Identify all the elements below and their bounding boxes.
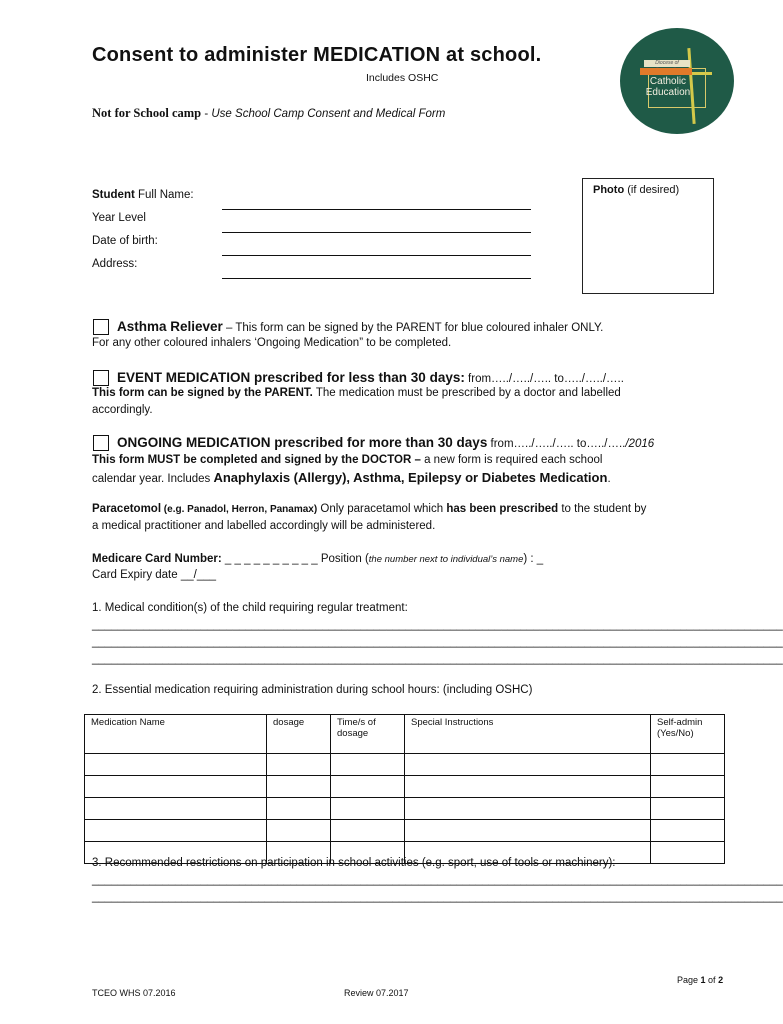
q1-answer-line-3[interactable]: ____________________________________________________________________________________________________________: [92, 653, 783, 665]
cell[interactable]: [651, 820, 725, 842]
not-for-sep: -: [201, 108, 212, 120]
address-label: Address:: [92, 258, 138, 270]
event-line: [117, 369, 624, 387]
ongoing-l2d: signed by the DOCTOR –: [284, 454, 421, 466]
ongoing-year: /2016: [625, 438, 655, 450]
page-total: 2: [718, 975, 724, 985]
medicare-line: [92, 553, 543, 565]
header-medication-name: Medication Name: [85, 715, 267, 754]
cell[interactable]: [267, 798, 331, 820]
cell[interactable]: [331, 754, 405, 776]
logo-line2: Education: [645, 87, 691, 98]
cell[interactable]: [651, 798, 725, 820]
cell[interactable]: [267, 776, 331, 798]
q3-answer-line-1[interactable]: ____________________________________________________________________________________________________________: [92, 874, 783, 886]
page-prefix: Page: [677, 975, 701, 985]
student-label-bold: Student: [92, 189, 135, 201]
student-label-rest: Full Name:: [134, 189, 194, 201]
cell[interactable]: [267, 820, 331, 842]
ongoing-line3: [92, 470, 611, 485]
event-line3: accordingly.: [92, 404, 153, 416]
table-row: [85, 798, 725, 820]
paracetamol-heading: Paracetomol: [92, 503, 162, 515]
footer-review: Review 07.2017: [344, 988, 409, 998]
medicare-label: Medicare Card Number:: [92, 553, 222, 565]
year-level-field[interactable]: [222, 232, 531, 233]
cell[interactable]: [85, 776, 267, 798]
ongoing-l2c: be completed and: [180, 454, 285, 466]
student-name-field[interactable]: [222, 209, 531, 210]
year-level-label: Year Level: [92, 212, 146, 224]
event-line2-bold: This form can be signed by the PARENT.: [92, 387, 313, 399]
address-field[interactable]: [222, 278, 531, 279]
cell[interactable]: [85, 798, 267, 820]
asthma-line: [117, 318, 603, 336]
event-dates: from…../…../….. to…../…../…..: [464, 373, 624, 385]
medicare-number-field[interactable]: _ _ _ _ _ _ _ _ _ _: [221, 553, 318, 565]
ongoing-heading: ONGOING MEDICATION prescribed for more than 30 days: [117, 435, 488, 450]
logo-diocese-banner: [644, 60, 690, 67]
paracetamol-tc: to the student by: [558, 503, 647, 515]
photo-box[interactable]: [582, 178, 714, 294]
page-number: [677, 975, 723, 985]
cell[interactable]: [651, 754, 725, 776]
medicare-position-field[interactable]: ) : _: [523, 553, 544, 565]
medicare-position-note: the number next to individual’s name: [368, 554, 524, 565]
ongoing-l2a: This form: [92, 454, 148, 466]
logo-diocese-text: Diocese of: [655, 60, 679, 66]
cell[interactable]: [331, 820, 405, 842]
table-row: [85, 776, 725, 798]
cell[interactable]: [405, 820, 651, 842]
photo-label: [593, 184, 679, 196]
photo-label-rest: (if desired): [624, 184, 680, 196]
paracetamol-line: [92, 503, 646, 515]
cell[interactable]: [651, 842, 725, 864]
ongoing-line: [117, 434, 654, 452]
student-name-label: [92, 189, 194, 201]
logo-text: [636, 76, 700, 98]
photo-label-bold: Photo: [593, 184, 625, 196]
cell[interactable]: [405, 798, 651, 820]
paracetamol-line2: a medical practitioner and labelled accordingly will be administered.: [92, 520, 436, 532]
cell[interactable]: [85, 754, 267, 776]
header-time-of-dosage: Time/s of dosage: [331, 715, 405, 754]
medicare-position-label: Position (: [317, 553, 369, 565]
page-num: 1: [700, 975, 706, 985]
ongoing-l3c: .: [607, 473, 611, 485]
dob-label: Date of birth:: [92, 235, 158, 247]
cell[interactable]: [331, 776, 405, 798]
cell[interactable]: [267, 754, 331, 776]
cell[interactable]: [405, 754, 651, 776]
asthma-heading: Asthma Reliever: [117, 319, 223, 334]
cell[interactable]: [85, 820, 267, 842]
ongoing-medication-checkbox[interactable]: [93, 435, 109, 451]
event-line2-rest: The medication must be prescribed by a doctor and labelled: [312, 387, 621, 399]
event-line2: [92, 387, 621, 399]
asthma-text: – This form can be signed by the PARENT for blue coloured inhaler ONLY.: [222, 322, 604, 334]
ongoing-l3b: Anaphylaxis (Allergy), Asthma, Epilepsy or Diabetes Medication: [213, 470, 608, 485]
q3-answer-line-2[interactable]: ____________________________________________________________________________________________________________: [92, 891, 783, 903]
event-medication-checkbox[interactable]: [93, 370, 109, 386]
cell[interactable]: [405, 776, 651, 798]
dob-field[interactable]: [222, 255, 531, 256]
page-of: of: [705, 975, 719, 985]
event-heading: EVENT MEDICATION prescribed for less than 30 days:: [117, 370, 465, 385]
paracetamol-ta: Only paracetamol which: [317, 503, 447, 515]
header-self-admin: Self-admin (Yes/No): [651, 715, 725, 754]
ongoing-line2: [92, 454, 602, 466]
page-title: Consent to administer MEDICATION at school.: [92, 44, 542, 66]
footer-code: TCEO WHS 07.2016: [92, 988, 176, 998]
ongoing-l2e: a new form is required each school: [420, 454, 603, 466]
card-expiry-field[interactable]: Card Expiry date __/___: [92, 569, 217, 581]
logo-line1: Catholic: [649, 76, 687, 87]
q1-label: 1. Medical condition(s) of the child requiring regular treatment:: [92, 602, 408, 614]
header-special-instructions: Special Instructions: [405, 715, 651, 754]
q3-label: 3. Recommended restrictions on participation in school activities (e.g. sport, use of tools or machinery):: [92, 857, 616, 869]
medication-table-header: [85, 715, 725, 754]
catholic-education-logo: [620, 28, 734, 134]
header-dosage: dosage: [267, 715, 331, 754]
medication-table: [84, 714, 725, 864]
paracetamol-eg: (e.g. Panadol, Herron, Panamax): [161, 504, 318, 515]
q1-answer-line-1[interactable]: ____________________________________________________________________________________________________________: [92, 619, 783, 631]
q1-answer-line-2[interactable]: ____________________________________________________________________________________________________________: [92, 636, 783, 648]
table-row: [85, 754, 725, 776]
not-for-camp-note: [92, 106, 445, 121]
ongoing-dates: from…../…../….. to…../…..: [487, 438, 626, 450]
subtitle: Includes OSHC: [366, 72, 439, 84]
ongoing-l3a: calendar year. Includes: [92, 473, 214, 485]
not-for-camp-bold: Not for School camp: [92, 106, 202, 120]
asthma-checkbox[interactable]: [93, 319, 109, 335]
logo-orange-bar: [640, 68, 692, 75]
paracetamol-tb: has been prescribed: [446, 503, 559, 515]
cell[interactable]: [331, 798, 405, 820]
table-row: [85, 820, 725, 842]
asthma-line2: For any other coloured inhalers ‘Ongoing Medication” to be completed.: [92, 337, 452, 349]
cell[interactable]: [651, 776, 725, 798]
camp-form-reference: Use School Camp Consent and Medical Form: [211, 108, 446, 120]
ongoing-l2b: MUST: [147, 454, 181, 466]
q2-label: 2. Essential medication requiring administration during school hours: (including OSHC): [92, 684, 533, 696]
